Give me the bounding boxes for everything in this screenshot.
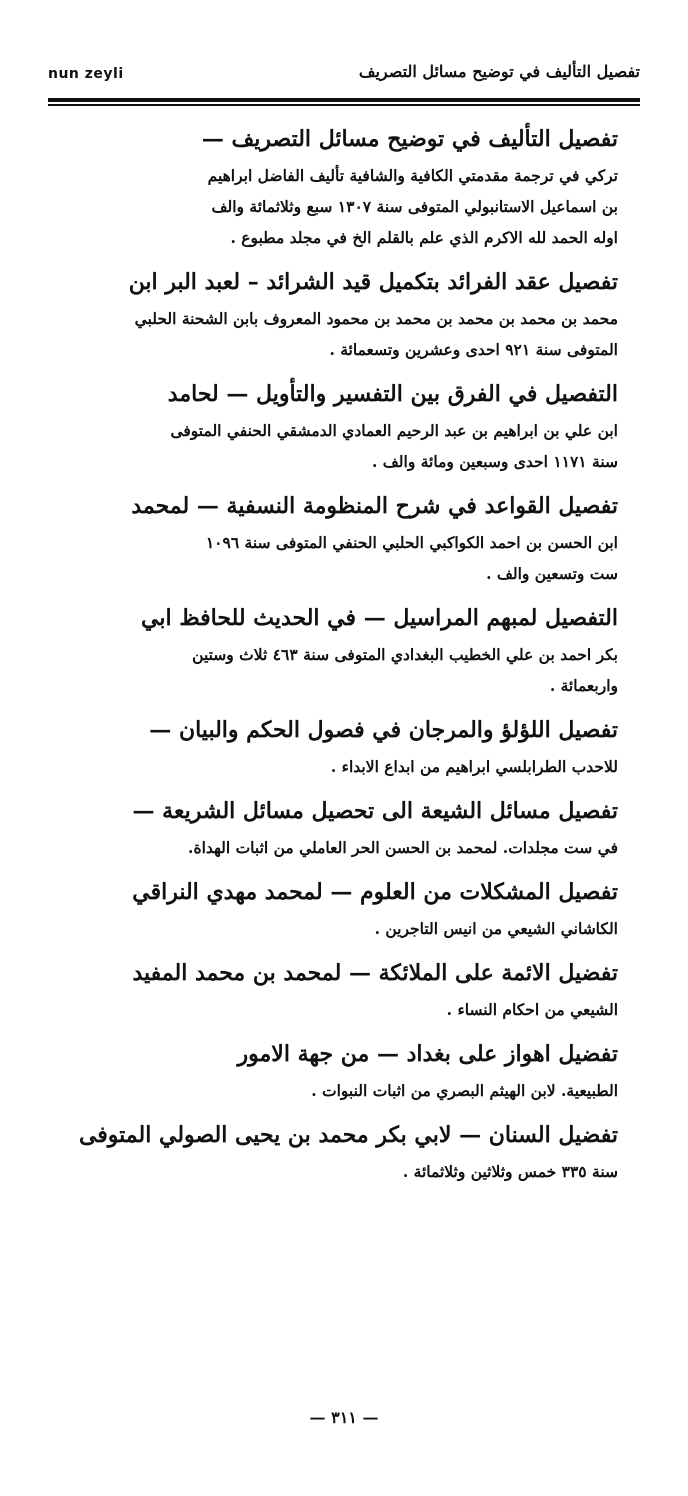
header-rule-thick xyxy=(48,98,640,102)
entry-description-line: الطبيعية. لابن الهيثم البصري من اثبات النبوات . xyxy=(311,1081,618,1100)
entry-title: تفضيل الائمة على الملائكة — لمحمد بن محمد المفيد xyxy=(132,960,618,986)
entry-title: تفصيل مسائل الشيعة الى تحصيل مسائل الشريعة — xyxy=(132,798,618,824)
entry-title: التفصيل في الفرق بين التفسير والتأويل — لحامد xyxy=(167,381,618,407)
entry-description-line: في ست مجلدات. لمحمد بن الحسن الحر العاملي من اثبات الهداة. xyxy=(188,838,618,857)
entry-title: التفصيل لمبهم المراسيل — في الحديث للحافظ ابي xyxy=(141,605,618,631)
entry-description-line: ابن علي بن ابراهيم بن عبد الرحيم العمادي الدمشقي الحنفي المتوفى xyxy=(170,421,618,440)
bibliography-entry xyxy=(78,261,618,365)
entry-title: تفصيل عقد الفرائد بتكميل قيد الشرائد – لعبد البر ابن xyxy=(128,269,618,295)
header-title: تفصيل التأليف في توضيح مسائل التصريف xyxy=(358,62,640,81)
bibliography-entry xyxy=(78,118,618,253)
running-header xyxy=(48,62,640,92)
bibliography-entry xyxy=(78,1114,618,1187)
bibliography-entry xyxy=(78,871,618,944)
entry-description-line: بكر احمد بن علي الخطيب البغدادي المتوفى سنة ٤٦٣ ثلاث وستين xyxy=(192,645,618,664)
entry-description-line: سنة ١١٧١ احدى وسبعين ومائة والف . xyxy=(371,452,618,471)
entry-description-line: المتوفى سنة ٩٢١ احدى وعشرين وتسعمائة . xyxy=(329,340,618,359)
bibliography-entry xyxy=(78,1033,618,1106)
bibliography-entry xyxy=(78,485,618,589)
entry-description-line: اوله الحمد لله الاكرم الذي علم بالقلم الخ في مجلد مطبوع . xyxy=(230,228,618,247)
bibliography-entry xyxy=(78,790,618,863)
entry-description-line: الكاشاني الشيعي من انيس التاجرين . xyxy=(374,919,618,938)
entry-description-line: بن اسماعيل الاستانبولي المتوفى سنة ١٣٠٧ سبع وثلاثمائة والف xyxy=(211,197,618,216)
entry-title: تفصيل القواعد في شرح المنظومة النسفية — لمحمد xyxy=(131,493,618,519)
entry-description-line: ست وتسعين والف . xyxy=(486,564,618,583)
entry-description-line: محمد بن محمد بن محمد بن محمد بن محمود المعروف بابن الشحنة الحلبي xyxy=(134,309,618,328)
entry-description-line: واربعمائة . xyxy=(549,676,618,695)
page-number: — ٣١١ — xyxy=(309,1408,379,1427)
entry-title: تفصيل المشكلات من العلوم — لمحمد مهدي النراقي xyxy=(132,879,618,905)
entry-description-line: الشيعي من احكام النساء . xyxy=(446,1000,618,1019)
entry-description-line: للاحدب الطرابلسي ابراهيم من ابداع الابداء . xyxy=(330,757,618,776)
entry-title: تفضيل السنان — لابي بكر محمد بن يحيى الصولي المتوفى xyxy=(78,1122,618,1148)
header-rule-thin xyxy=(48,104,640,106)
entry-description-line: تركي في ترجمة مقدمتي الكافية والشافية تأليف الفاضل ابراهيم xyxy=(207,166,618,185)
header-left-label: nun zeyli xyxy=(48,66,124,82)
entry-list xyxy=(78,118,618,1195)
bibliography-entry xyxy=(78,373,618,477)
entry-title: تفصيل اللؤلؤ والمرجان في فصول الحكم والبيان — xyxy=(149,717,618,743)
entry-title: تفضيل اهواز على بغداد — من جهة الامور xyxy=(237,1041,618,1067)
bibliography-entry xyxy=(78,952,618,1025)
entry-description-line: ابن الحسن بن احمد الكواكبي الحلبي الحنفي المتوفى سنة ١٠٩٦ xyxy=(205,533,618,552)
bibliography-entry xyxy=(78,597,618,701)
entry-description-line: سنة ٣٣٥ خمس وثلاثين وثلاثمائة . xyxy=(402,1162,618,1181)
bibliography-entry xyxy=(78,709,618,782)
entry-title: تفصيل التأليف في توضيح مسائل التصريف — xyxy=(201,126,618,152)
